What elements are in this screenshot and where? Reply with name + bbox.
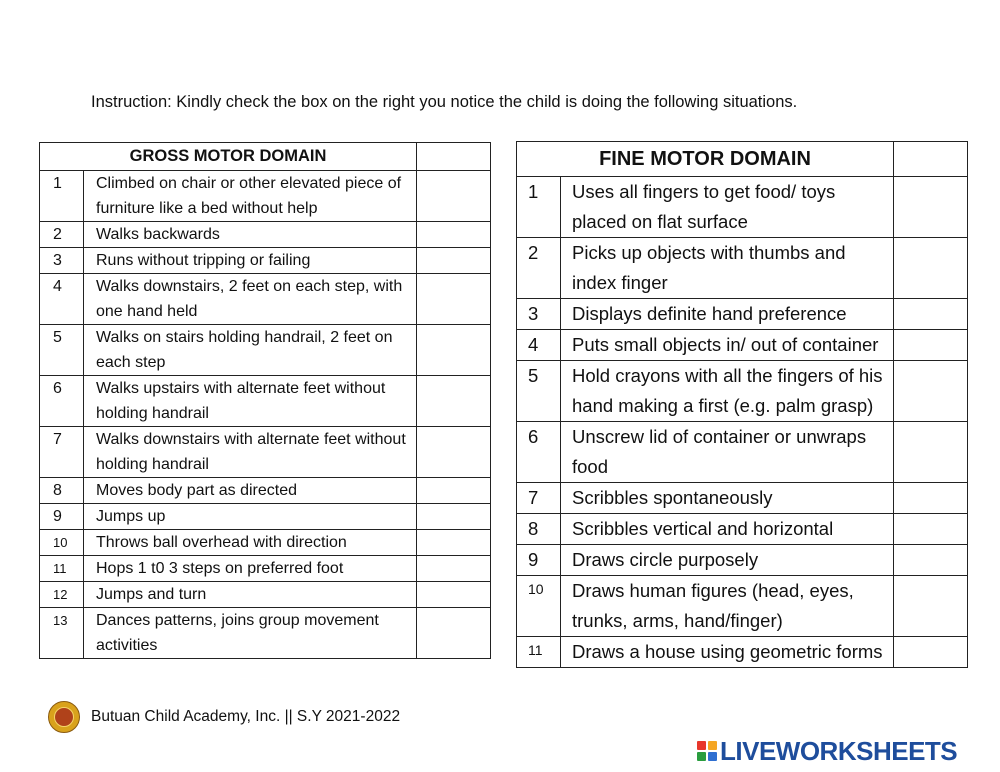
item-description: Unscrew lid of container or unwraps food — [561, 422, 894, 483]
item-description: Scribbles vertical and horizontal — [561, 514, 894, 545]
instruction-text: Instruction: Kindly check the box on the right you notice the child is doing the following situations. — [91, 93, 798, 111]
check-box[interactable] — [894, 238, 968, 299]
table-row — [517, 330, 968, 361]
table-row — [517, 238, 968, 299]
check-box[interactable] — [417, 274, 491, 325]
logo-block — [708, 752, 717, 761]
item-description: Walks backwards — [84, 222, 417, 248]
check-box[interactable] — [417, 478, 491, 504]
table-row — [40, 325, 491, 376]
logo-block — [697, 752, 706, 761]
item-number: 5 — [517, 361, 561, 422]
table-row — [40, 274, 491, 325]
item-description: Jumps up — [84, 504, 417, 530]
check-box[interactable] — [894, 576, 968, 637]
item-number: 3 — [517, 299, 561, 330]
item-number: 1 — [40, 171, 84, 222]
item-number: 6 — [517, 422, 561, 483]
table-row — [40, 556, 491, 582]
item-number: 8 — [40, 478, 84, 504]
table-row — [517, 177, 968, 238]
item-description: Puts small objects in/ out of container — [561, 330, 894, 361]
item-number: 11 — [517, 637, 561, 668]
footer-text: Butuan Child Academy, Inc. || S.Y 2021-2022 — [91, 708, 401, 725]
check-box[interactable] — [417, 376, 491, 427]
check-box[interactable] — [417, 222, 491, 248]
gross-motor-title: GROSS MOTOR DOMAIN — [40, 143, 417, 171]
item-number: 5 — [40, 325, 84, 376]
item-description: Displays definite hand preference — [561, 299, 894, 330]
table-row — [517, 422, 968, 483]
item-description: Climbed on chair or other elevated piece of furniture like a bed without help — [84, 171, 417, 222]
table-header-row — [517, 142, 968, 177]
logo-blocks-icon — [697, 741, 717, 761]
check-box[interactable] — [894, 514, 968, 545]
checkbox-header — [417, 143, 491, 171]
checkbox-header — [894, 142, 968, 177]
item-number: 8 — [517, 514, 561, 545]
item-description: Picks up objects with thumbs and index finger — [561, 238, 894, 299]
table-row — [40, 376, 491, 427]
item-number: 2 — [517, 238, 561, 299]
item-number: 3 — [40, 248, 84, 274]
item-number: 4 — [517, 330, 561, 361]
item-number: 1 — [517, 177, 561, 238]
check-box[interactable] — [894, 545, 968, 576]
table-row — [517, 361, 968, 422]
item-number: 6 — [40, 376, 84, 427]
check-box[interactable] — [417, 248, 491, 274]
check-box[interactable] — [417, 504, 491, 530]
item-number: 2 — [40, 222, 84, 248]
item-description: Walks downstairs, 2 feet on each step, with one hand held — [84, 274, 417, 325]
item-number: 10 — [40, 530, 84, 556]
table-row — [40, 608, 491, 659]
table-row — [40, 248, 491, 274]
check-box[interactable] — [417, 556, 491, 582]
item-description: Draws a house using geometric forms — [561, 637, 894, 668]
table-row — [517, 545, 968, 576]
gross-motor-table — [39, 142, 491, 659]
item-description: Throws ball overhead with direction — [84, 530, 417, 556]
liveworksheets-logo — [697, 736, 957, 766]
table-row — [40, 222, 491, 248]
check-box[interactable] — [417, 530, 491, 556]
table-row — [517, 514, 968, 545]
table-row — [517, 576, 968, 637]
item-description: Walks downstairs with alternate feet without holding handrail — [84, 427, 417, 478]
check-box[interactable] — [417, 325, 491, 376]
item-number: 7 — [517, 483, 561, 514]
logo-block — [697, 741, 706, 750]
item-number: 10 — [517, 576, 561, 637]
table-row — [40, 504, 491, 530]
footer — [48, 700, 400, 734]
item-description: Moves body part as directed — [84, 478, 417, 504]
item-number: 13 — [40, 608, 84, 659]
item-description: Draws circle purposely — [561, 545, 894, 576]
item-description: Dances patterns, joins group movement activities — [84, 608, 417, 659]
logo-text: LIVEWORKSHEETS — [720, 736, 958, 766]
table-header-row — [40, 143, 491, 171]
item-description: Jumps and turn — [84, 582, 417, 608]
check-box[interactable] — [894, 361, 968, 422]
item-number: 9 — [40, 504, 84, 530]
table-row — [517, 299, 968, 330]
item-description: Scribbles spontaneously — [561, 483, 894, 514]
fine-motor-title: FINE MOTOR DOMAIN — [517, 142, 894, 177]
check-box[interactable] — [894, 177, 968, 238]
check-box[interactable] — [417, 171, 491, 222]
item-description: Runs without tripping or failing — [84, 248, 417, 274]
item-number: 7 — [40, 427, 84, 478]
table-row — [40, 171, 491, 222]
item-number: 4 — [40, 274, 84, 325]
school-seal-icon — [48, 701, 80, 733]
table-row — [517, 637, 968, 668]
check-box[interactable] — [417, 427, 491, 478]
logo-block — [708, 741, 717, 750]
check-box[interactable] — [894, 483, 968, 514]
table-row — [40, 478, 491, 504]
fine-motor-table — [516, 141, 968, 668]
item-description: Walks on stairs holding handrail, 2 feet on each step — [84, 325, 417, 376]
item-number: 11 — [40, 556, 84, 582]
check-box[interactable] — [417, 582, 491, 608]
check-box[interactable] — [894, 299, 968, 330]
check-box[interactable] — [894, 330, 968, 361]
check-box[interactable] — [894, 422, 968, 483]
check-box[interactable] — [417, 608, 491, 659]
check-box[interactable] — [894, 637, 968, 668]
item-description: Hops 1 t0 3 steps on preferred foot — [84, 556, 417, 582]
item-description: Hold crayons with all the fingers of his hand making a first (e.g. palm grasp) — [561, 361, 894, 422]
item-number: 9 — [517, 545, 561, 576]
item-description: Uses all fingers to get food/ toys placed on flat surface — [561, 177, 894, 238]
item-number: 12 — [40, 582, 84, 608]
item-description: Walks upstairs with alternate feet without holding handrail — [84, 376, 417, 427]
table-row — [40, 582, 491, 608]
table-row — [40, 427, 491, 478]
item-description: Draws human figures (head, eyes, trunks, arms, hand/finger) — [561, 576, 894, 637]
table-row — [517, 483, 968, 514]
table-row — [40, 530, 491, 556]
